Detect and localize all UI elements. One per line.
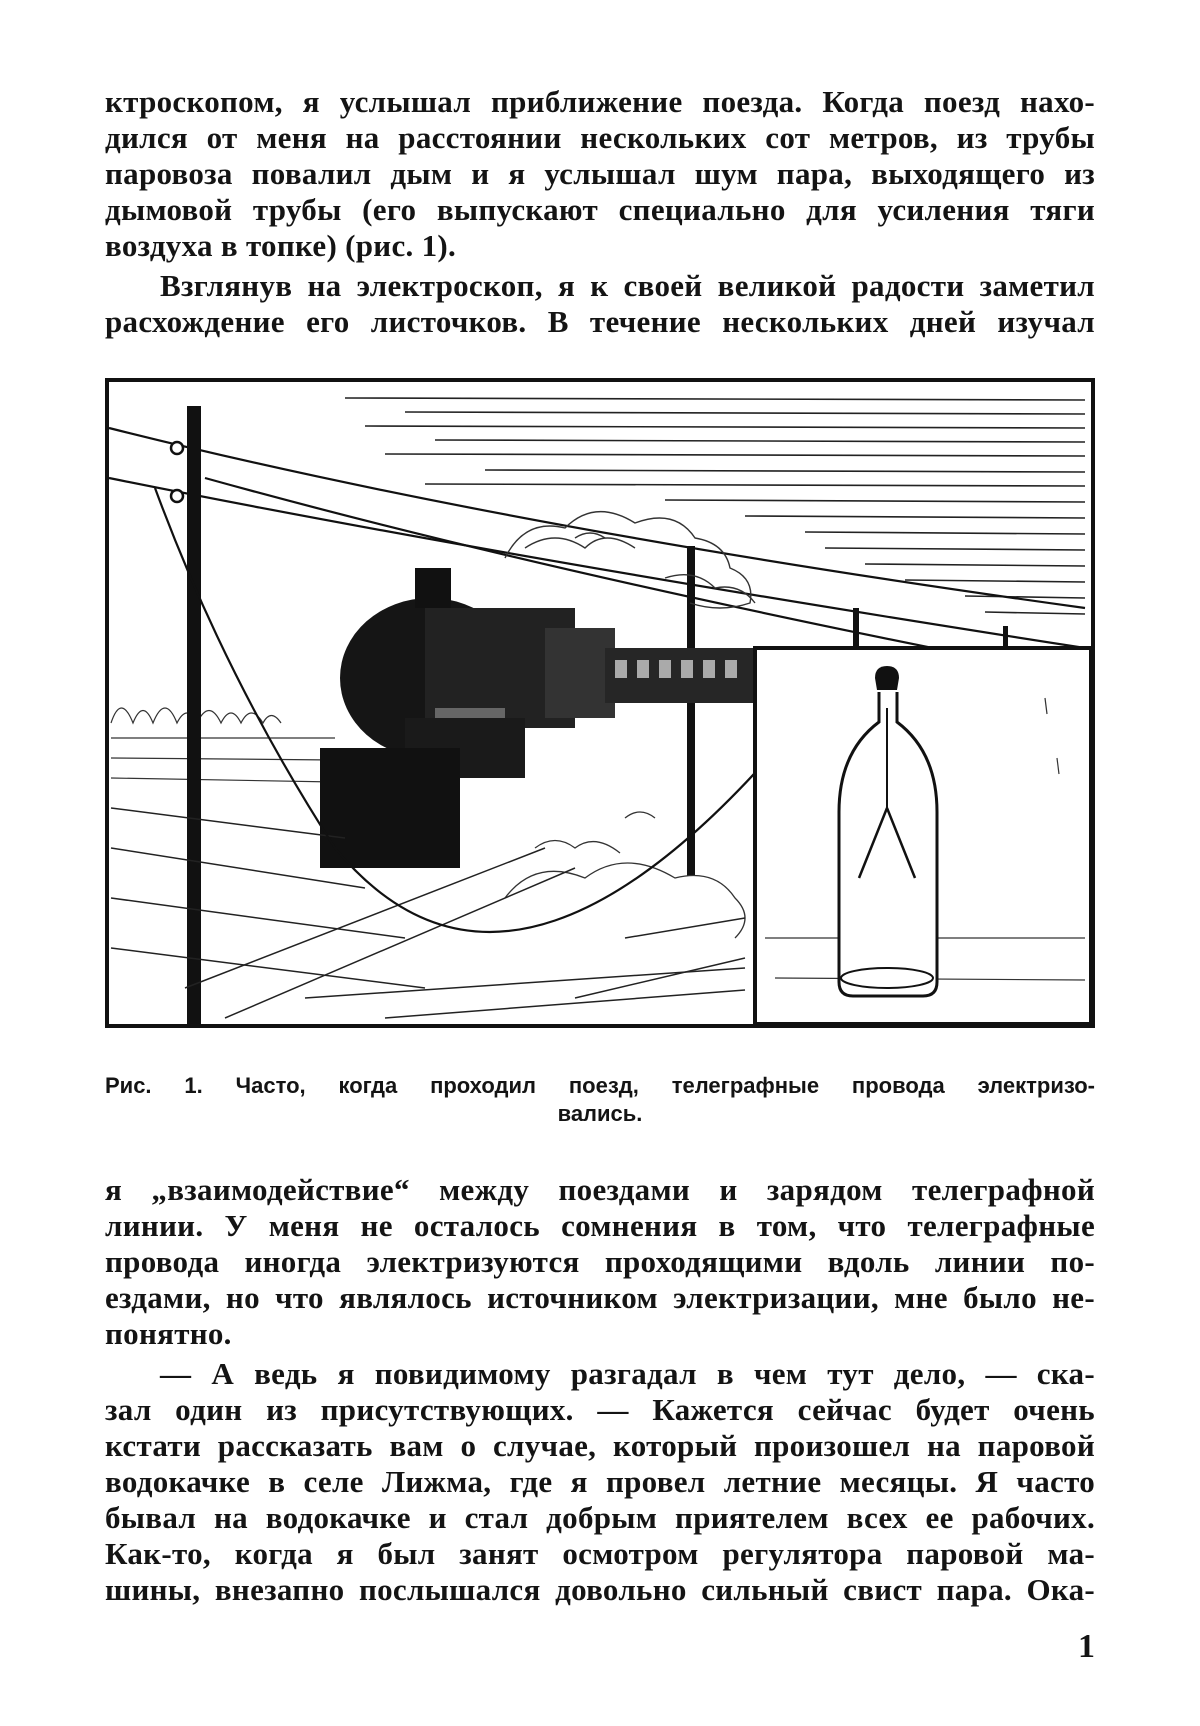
- electroscope-inset: [755, 648, 1091, 1024]
- text-line: — А ведь я повидимому разгадал в чем тут дело, — ска-: [160, 1356, 1095, 1391]
- text-line: ездами, но что являлось источником электризации, мне было не-: [105, 1280, 1095, 1315]
- text-line: я „взаимодействие“ между поездами и зарядом телеграфной: [105, 1172, 1095, 1207]
- text-line: паровоза повалил дым и я услышал шум пара, выходящего из: [105, 156, 1095, 191]
- text-line: линии. У меня не осталось сомнения в том, что телеграфные: [105, 1208, 1095, 1243]
- text-line: дился от меня на расстоянии нескольких сот метров, из трубы: [105, 120, 1095, 155]
- text-line: зал один из присутствующих. — Кажется сейчас будет очень: [105, 1392, 1095, 1427]
- text-line: провода иногда электризуются проходящими вдоль линии по-: [105, 1244, 1095, 1279]
- caption-line: вались.: [557, 1101, 643, 1126]
- train-carriages: [605, 648, 755, 703]
- text-line: Взглянув на электроскоп, я к своей великой радости заметил: [160, 268, 1095, 303]
- figure-caption: [105, 1072, 1095, 1128]
- text-line: ктроскопом, я услышал приближение поезда. Когда поезд нахо-: [105, 84, 1095, 119]
- text-line: дымовой трубы (его выпускают специально для усиления тяги: [105, 192, 1095, 227]
- page-number: 1: [1078, 1628, 1095, 1665]
- text-block-bottom: [105, 1172, 1095, 1608]
- text-line: бывал на водокачке и стал добрым приятелем всех ее рабочих.: [105, 1500, 1095, 1535]
- caption-line: Рис. 1. Часто, когда проходил поезд, телеграфные провода электризо-: [105, 1073, 1095, 1098]
- text-line: Как-то, когда я был занят осмотром регулятора паровой ма-: [105, 1536, 1095, 1571]
- text-block-top: [105, 84, 1095, 340]
- text-line: расхождение его листочков. В течение нескольких дней изучал: [105, 304, 1095, 339]
- text-line: кстати рассказать вам о случае, который произошел на паровой: [105, 1428, 1095, 1463]
- text-line: понятно.: [105, 1316, 232, 1351]
- text-line: водокачке в селе Лижма, где я провел летние месяцы. Я часто: [105, 1464, 1095, 1499]
- train-illustration: [105, 378, 1095, 1028]
- figure-illustration: [105, 378, 1095, 1028]
- text-line: шины, внезапно послышался довольно сильный свист пара. Ока-: [105, 1572, 1095, 1607]
- text-line: воздуха в топке) (рис. 1).: [105, 228, 457, 263]
